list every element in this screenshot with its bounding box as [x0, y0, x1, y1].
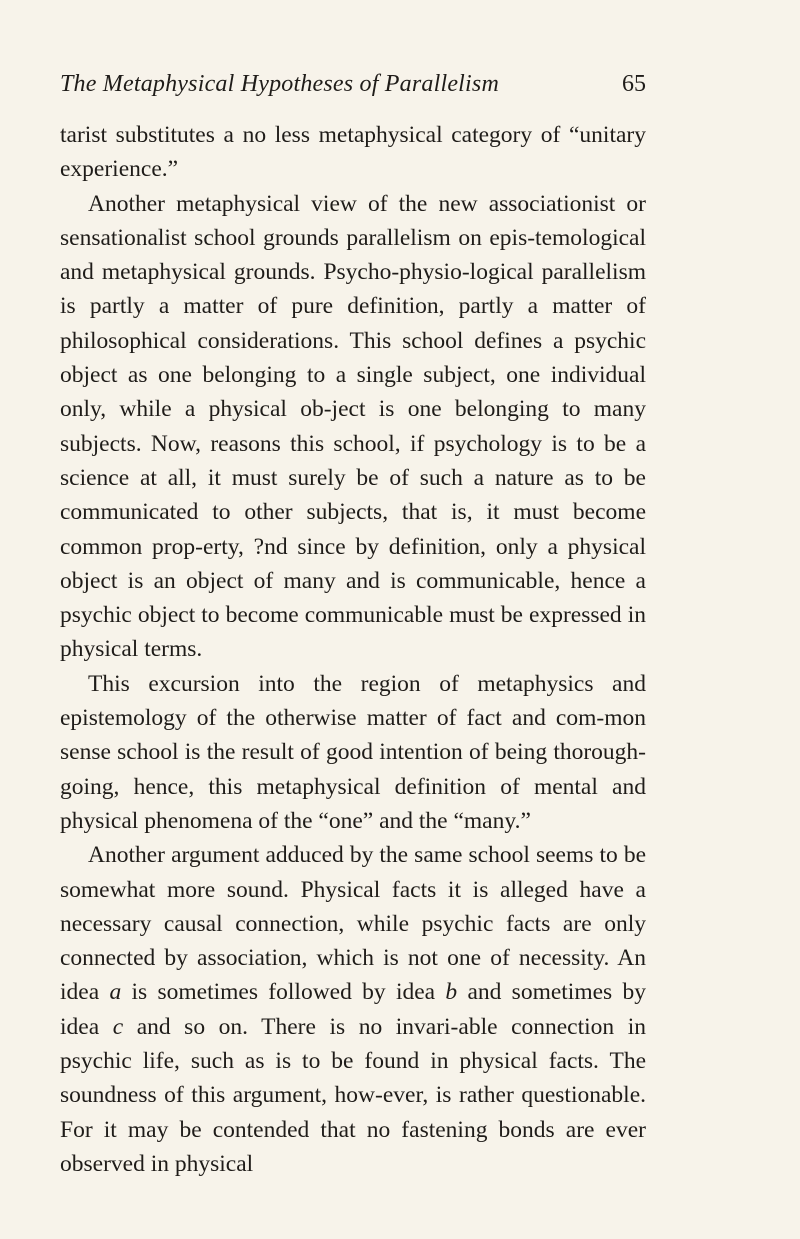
running-title: The Metaphysical Hypotheses of Parallelism	[60, 71, 499, 97]
paragraph-3-text: This excursion into the region of metaphysics and epistemology of the otherwise matter of fact and com-mon sense school is the result of good intention of being thorough-going, hence, this metaphysical definition of mental and physical phenomena of the “one” and the “many.”	[60, 670, 646, 834]
paragraph-1-text: tarist substitutes a no less metaphysical category of “unitary experience.”	[60, 122, 646, 183]
page-number: 65	[622, 71, 646, 97]
paragraph-3	[60, 667, 646, 838]
paragraph-4	[60, 838, 646, 1181]
running-head	[60, 64, 646, 104]
idea-c-variable: c	[112, 1013, 124, 1040]
idea-b-variable: b	[445, 979, 458, 1006]
paragraph-2-text: Another metaphysical view of the new associationist or sensationalist school grounds parallelism on epis-temological and metaphysical grounds. Psycho-physio-logical parallelism is partly a matter of pure definition, partly a matter of philosophical considerations. This school defines a psychic object as one belonging to a single subject, one individual only, while a physical ob-ject is one belonging to many subjects. Now, reasons this school, if psychology is to be a science at all, it must surely be of such a nature as to be communicated to other subjects, that is, it must become common prop-erty, ?nd since by definition, only a physical object is an object of many and is communicable, hence a psychic object to become communicable must be expressed in physical terms.	[60, 190, 646, 663]
paragraph-2	[60, 187, 646, 667]
idea-a-variable: a	[109, 979, 122, 1006]
paragraph-1	[60, 118, 646, 187]
paragraph-4-text-c: and sometimes by idea	[60, 979, 646, 1040]
paragraph-4-text-d: and so on. There is no invari-able connection in psychic life, such as is to be found in physical facts. The soundness of this argument, how-ever, is rather questionable. For it may be contended that no fastening bonds are ever observed in physical	[60, 1013, 647, 1177]
paragraph-4-text-b: is sometimes followed by idea	[121, 979, 446, 1006]
paragraph-4-text-a: Another argument adduced by the same school seems to be somewhat more sound. Physical facts it is alleged have a necessary causal connection, while psychic facts are only connected by association, which is not one of necessity. An idea	[60, 842, 646, 1006]
body-text	[60, 118, 646, 1181]
